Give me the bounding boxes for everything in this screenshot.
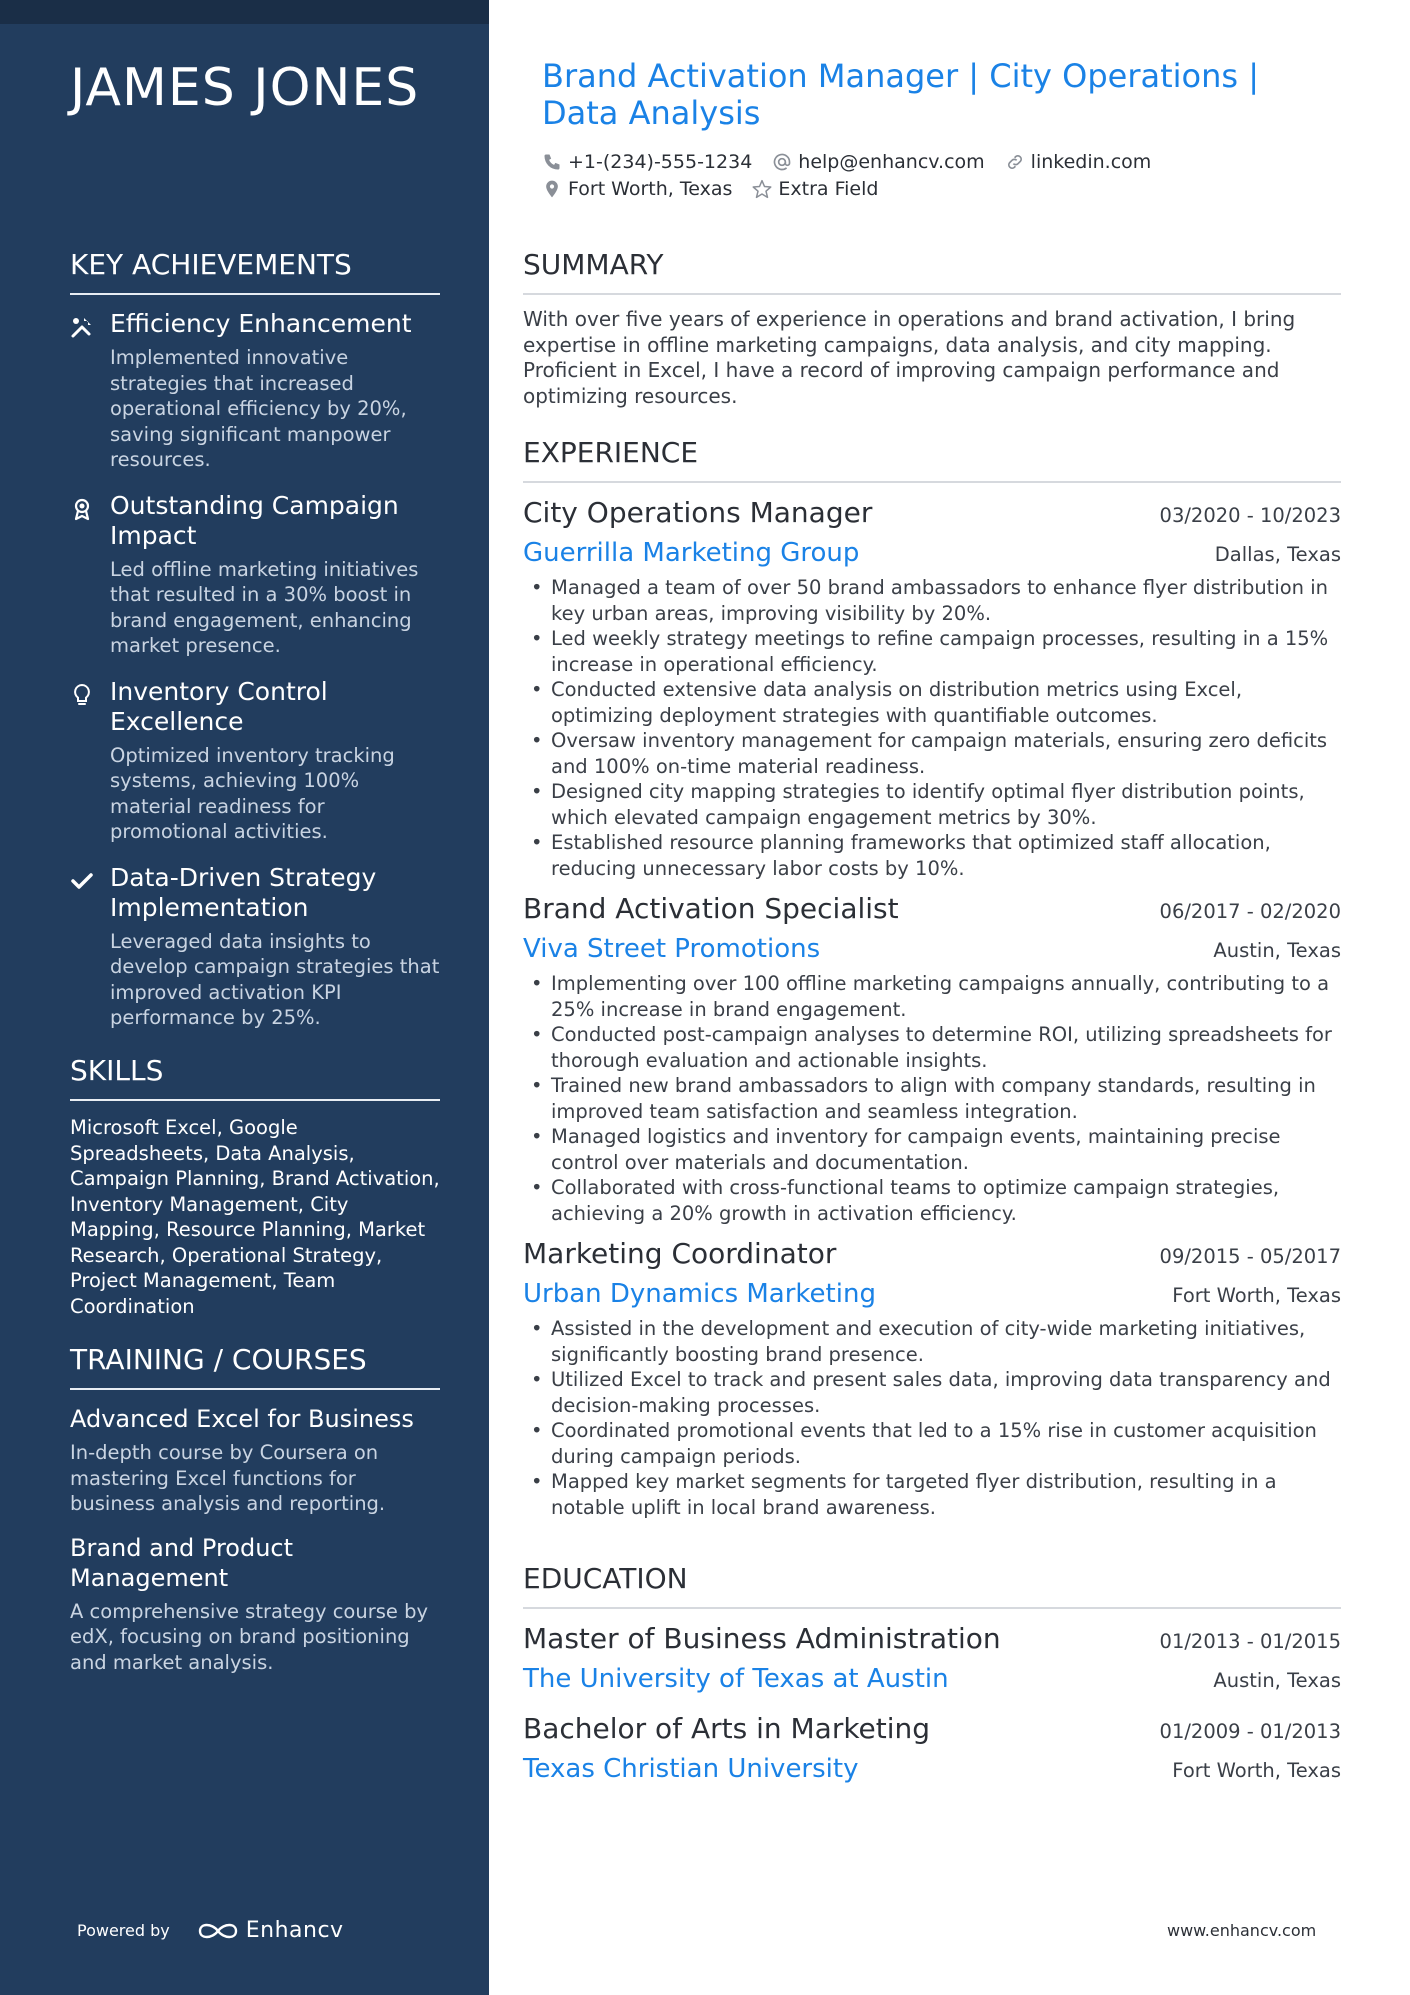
linkedin-contact[interactable] (1005, 151, 1152, 173)
candidate-name: JAMES JONES (70, 58, 420, 118)
school-name: The University of Texas at Austin (523, 1664, 949, 1694)
bullet-item: • Conducted extensive data analysis on distribution metrics using Excel, optimizing deployment strategies with quantifiable outcomes. (523, 677, 1341, 728)
achievement-item (70, 677, 440, 845)
job-bullets (523, 971, 1341, 1226)
bullet-item: • Managed a team of over 50 brand ambassadors to enhance flyer distribution in key urban areas, improving visibility by 20%. (523, 575, 1341, 626)
course-item (70, 1404, 440, 1517)
bullet-item: • Designed city mapping strategies to identify optimal flyer distribution points, which elevated campaign engagement metrics by 30%. (523, 779, 1341, 830)
phone-contact[interactable] (542, 151, 752, 173)
company-name: Urban Dynamics Marketing (523, 1279, 876, 1309)
experience-heading: EXPERIENCE (523, 436, 1341, 483)
bullet-item: • Mapped key market segments for targeted flyer distribution, resulting in a notable uplift in local brand awareness. (523, 1469, 1341, 1520)
checkmark-icon (70, 863, 110, 1031)
education-dates: 01/2009 - 01/2013 (1159, 1720, 1341, 1743)
star-icon (752, 179, 772, 199)
powered-by-label: Powered by (77, 1921, 170, 1940)
bullet-item: • Established resource planning frameworks that optimized staff allocation, reducing unnecessary labor costs by 10%. (523, 830, 1341, 881)
award-icon (70, 491, 110, 659)
sidebar-top-bar (0, 0, 489, 24)
education-section (523, 1562, 1341, 1801)
key-achievements-heading: KEY ACHIEVEMENTS (70, 248, 440, 295)
sidebar (0, 0, 489, 1995)
contact-info (542, 148, 1302, 202)
job-location: Fort Worth, Texas (1172, 1284, 1341, 1307)
enhancv-wordmark: Enhancv (245, 1918, 344, 1943)
skills-list: Microsoft Excel, Google Spreadsheets, Data Analysis, Campaign Planning, Brand Activation, Inventory Management, City Mapping, Resource Planning, Market Research, Operational Strategy, Project Management, Team Coordination (70, 1116, 440, 1318)
education-dates: 01/2013 - 01/2015 (1159, 1630, 1341, 1653)
job-location: Austin, Texas (1213, 939, 1341, 962)
job-dates: 06/2017 - 02/2020 (1159, 900, 1341, 923)
education-location: Austin, Texas (1213, 1669, 1341, 1692)
education-entry (523, 1621, 1341, 1697)
course-title: Advanced Excel for Business (70, 1405, 414, 1433)
bullet-item: • Coordinated promotional events that led to a 15% rise in customer acquisition during campaign periods. (523, 1418, 1341, 1469)
course-title: Brand and Product Management (70, 1533, 294, 1592)
skills-heading: SKILLS (70, 1054, 440, 1101)
enhancv-logo[interactable] (196, 1918, 344, 1943)
achievement-description: Implemented innovative strategies that increased operational efficiency by 20%, saving significant manpower resources. (110, 346, 407, 471)
company-name: Viva Street Promotions (523, 934, 821, 964)
job-entry (523, 1236, 1341, 1520)
training-heading: TRAINING / COURSES (70, 1343, 440, 1390)
link-icon (1005, 152, 1025, 172)
job-dates: 09/2015 - 05/2017 (1159, 1245, 1341, 1268)
job-title: Marketing Coordinator (523, 1237, 837, 1270)
linkedin-text: linkedin.com (1030, 150, 1152, 173)
job-title: City Operations Manager (523, 496, 873, 529)
job-bullets (523, 1316, 1341, 1520)
map-pin-icon (542, 179, 562, 199)
extra-field-text: Extra Field (778, 177, 879, 200)
bullet-item: • Managed logistics and inventory for campaign events, maintaining precise control over materials and documentation. (523, 1124, 1341, 1175)
education-entry (523, 1711, 1341, 1787)
bullet-item: • Oversaw inventory management for campaign materials, ensuring zero deficits and 100% on-time material readiness. (523, 728, 1341, 779)
enhancv-logo-icon (196, 1920, 240, 1942)
achievement-title: Efficiency Enhancement (110, 309, 412, 338)
headline: Brand Activation Manager | City Operations | Data Analysis (542, 57, 1260, 132)
degree: Bachelor of Arts in Marketing (523, 1712, 931, 1745)
extra-field (752, 178, 878, 200)
tools-icon (70, 309, 110, 473)
job-location: Dallas, Texas (1214, 543, 1341, 566)
achievement-title: Data-Driven Strategy Implementation (110, 862, 377, 922)
job-entry (523, 495, 1341, 881)
summary-heading: SUMMARY (523, 248, 1341, 295)
key-achievements-section (70, 248, 440, 1049)
footer-website-link[interactable]: www.enhancv.com (1167, 1921, 1317, 1940)
school-name: Texas Christian University (523, 1754, 859, 1784)
course-description: In-depth course by Coursera on mastering Excel functions for business analysis and reporting. (70, 1441, 386, 1515)
company-name: Guerrilla Marketing Group (523, 538, 860, 568)
job-entry (523, 891, 1341, 1226)
bullet-item: • Conducted post-campaign analyses to determine ROI, utilizing spreadsheets for thorough evaluation and actionable insights. (523, 1022, 1341, 1073)
email-text: help@enhancv.com (798, 150, 985, 173)
summary-section (523, 248, 1341, 409)
job-bullets (523, 575, 1341, 881)
summary-text: With over five years of experience in operations and brand activation, I bring expertise in offline marketing campaigns, data analysis, and city mapping. Proficient in Excel, I have a record of improving campaign performance and optimizing resources. (523, 307, 1296, 408)
achievement-description: Optimized inventory tracking systems, achieving 100% material readiness for promotional activities. (110, 743, 395, 843)
achievement-item (70, 309, 440, 473)
achievement-description: Led offline marketing initiatives that resulted in a 30% boost in brand engagement, enhancing market presence. (110, 557, 419, 657)
achievement-title: Inventory Control Excellence (110, 676, 328, 736)
bullet-item: • Utilized Excel to track and present sales data, improving data transparency and decision-making processes. (523, 1367, 1341, 1418)
experience-section (523, 436, 1341, 1530)
education-heading: EDUCATION (523, 1562, 1341, 1609)
job-title: Brand Activation Specialist (523, 892, 899, 925)
skills-section (70, 1054, 440, 1319)
powered-by (77, 1918, 344, 1943)
achievement-item (70, 863, 440, 1031)
phone-icon (542, 152, 562, 172)
location-contact (542, 178, 732, 200)
course-item (70, 1533, 440, 1676)
email-contact[interactable] (772, 151, 984, 173)
job-dates: 03/2020 - 10/2023 (1159, 504, 1341, 527)
achievement-item (70, 491, 440, 659)
training-section (70, 1343, 440, 1691)
achievement-description: Leveraged data insights to develop campaign strategies that improved activation KPI performance by 25%. (110, 929, 440, 1029)
phone-text: +1-(234)-555-1234 (568, 150, 753, 173)
at-icon (772, 152, 792, 172)
bullet-item: • Implementing over 100 offline marketing campaigns annually, contributing to a 25% increase in brand engagement. (523, 971, 1341, 1022)
education-location: Fort Worth, Texas (1172, 1759, 1341, 1782)
achievement-title: Outstanding Campaign Impact (110, 490, 399, 550)
location-text: Fort Worth, Texas (568, 177, 733, 200)
bullet-item: • Trained new brand ambassadors to align with company standards, resulting in improved team satisfaction and seamless integration. (523, 1073, 1341, 1124)
course-description: A comprehensive strategy course by edX, focusing on brand positioning and market analysis. (70, 1599, 429, 1674)
bullet-item: • Collaborated with cross-functional teams to optimize campaign strategies, achieving a 20% growth in activation efficiency. (523, 1175, 1341, 1226)
bullet-item: • Assisted in the development and execution of city-wide marketing initiatives, significantly boosting brand presence. (523, 1316, 1341, 1367)
degree: Master of Business Administration (523, 1622, 1001, 1655)
lightbulb-icon (70, 677, 110, 845)
bullet-item: • Led weekly strategy meetings to refine campaign processes, resulting in a 15% increase in operational efficiency. (523, 626, 1341, 677)
